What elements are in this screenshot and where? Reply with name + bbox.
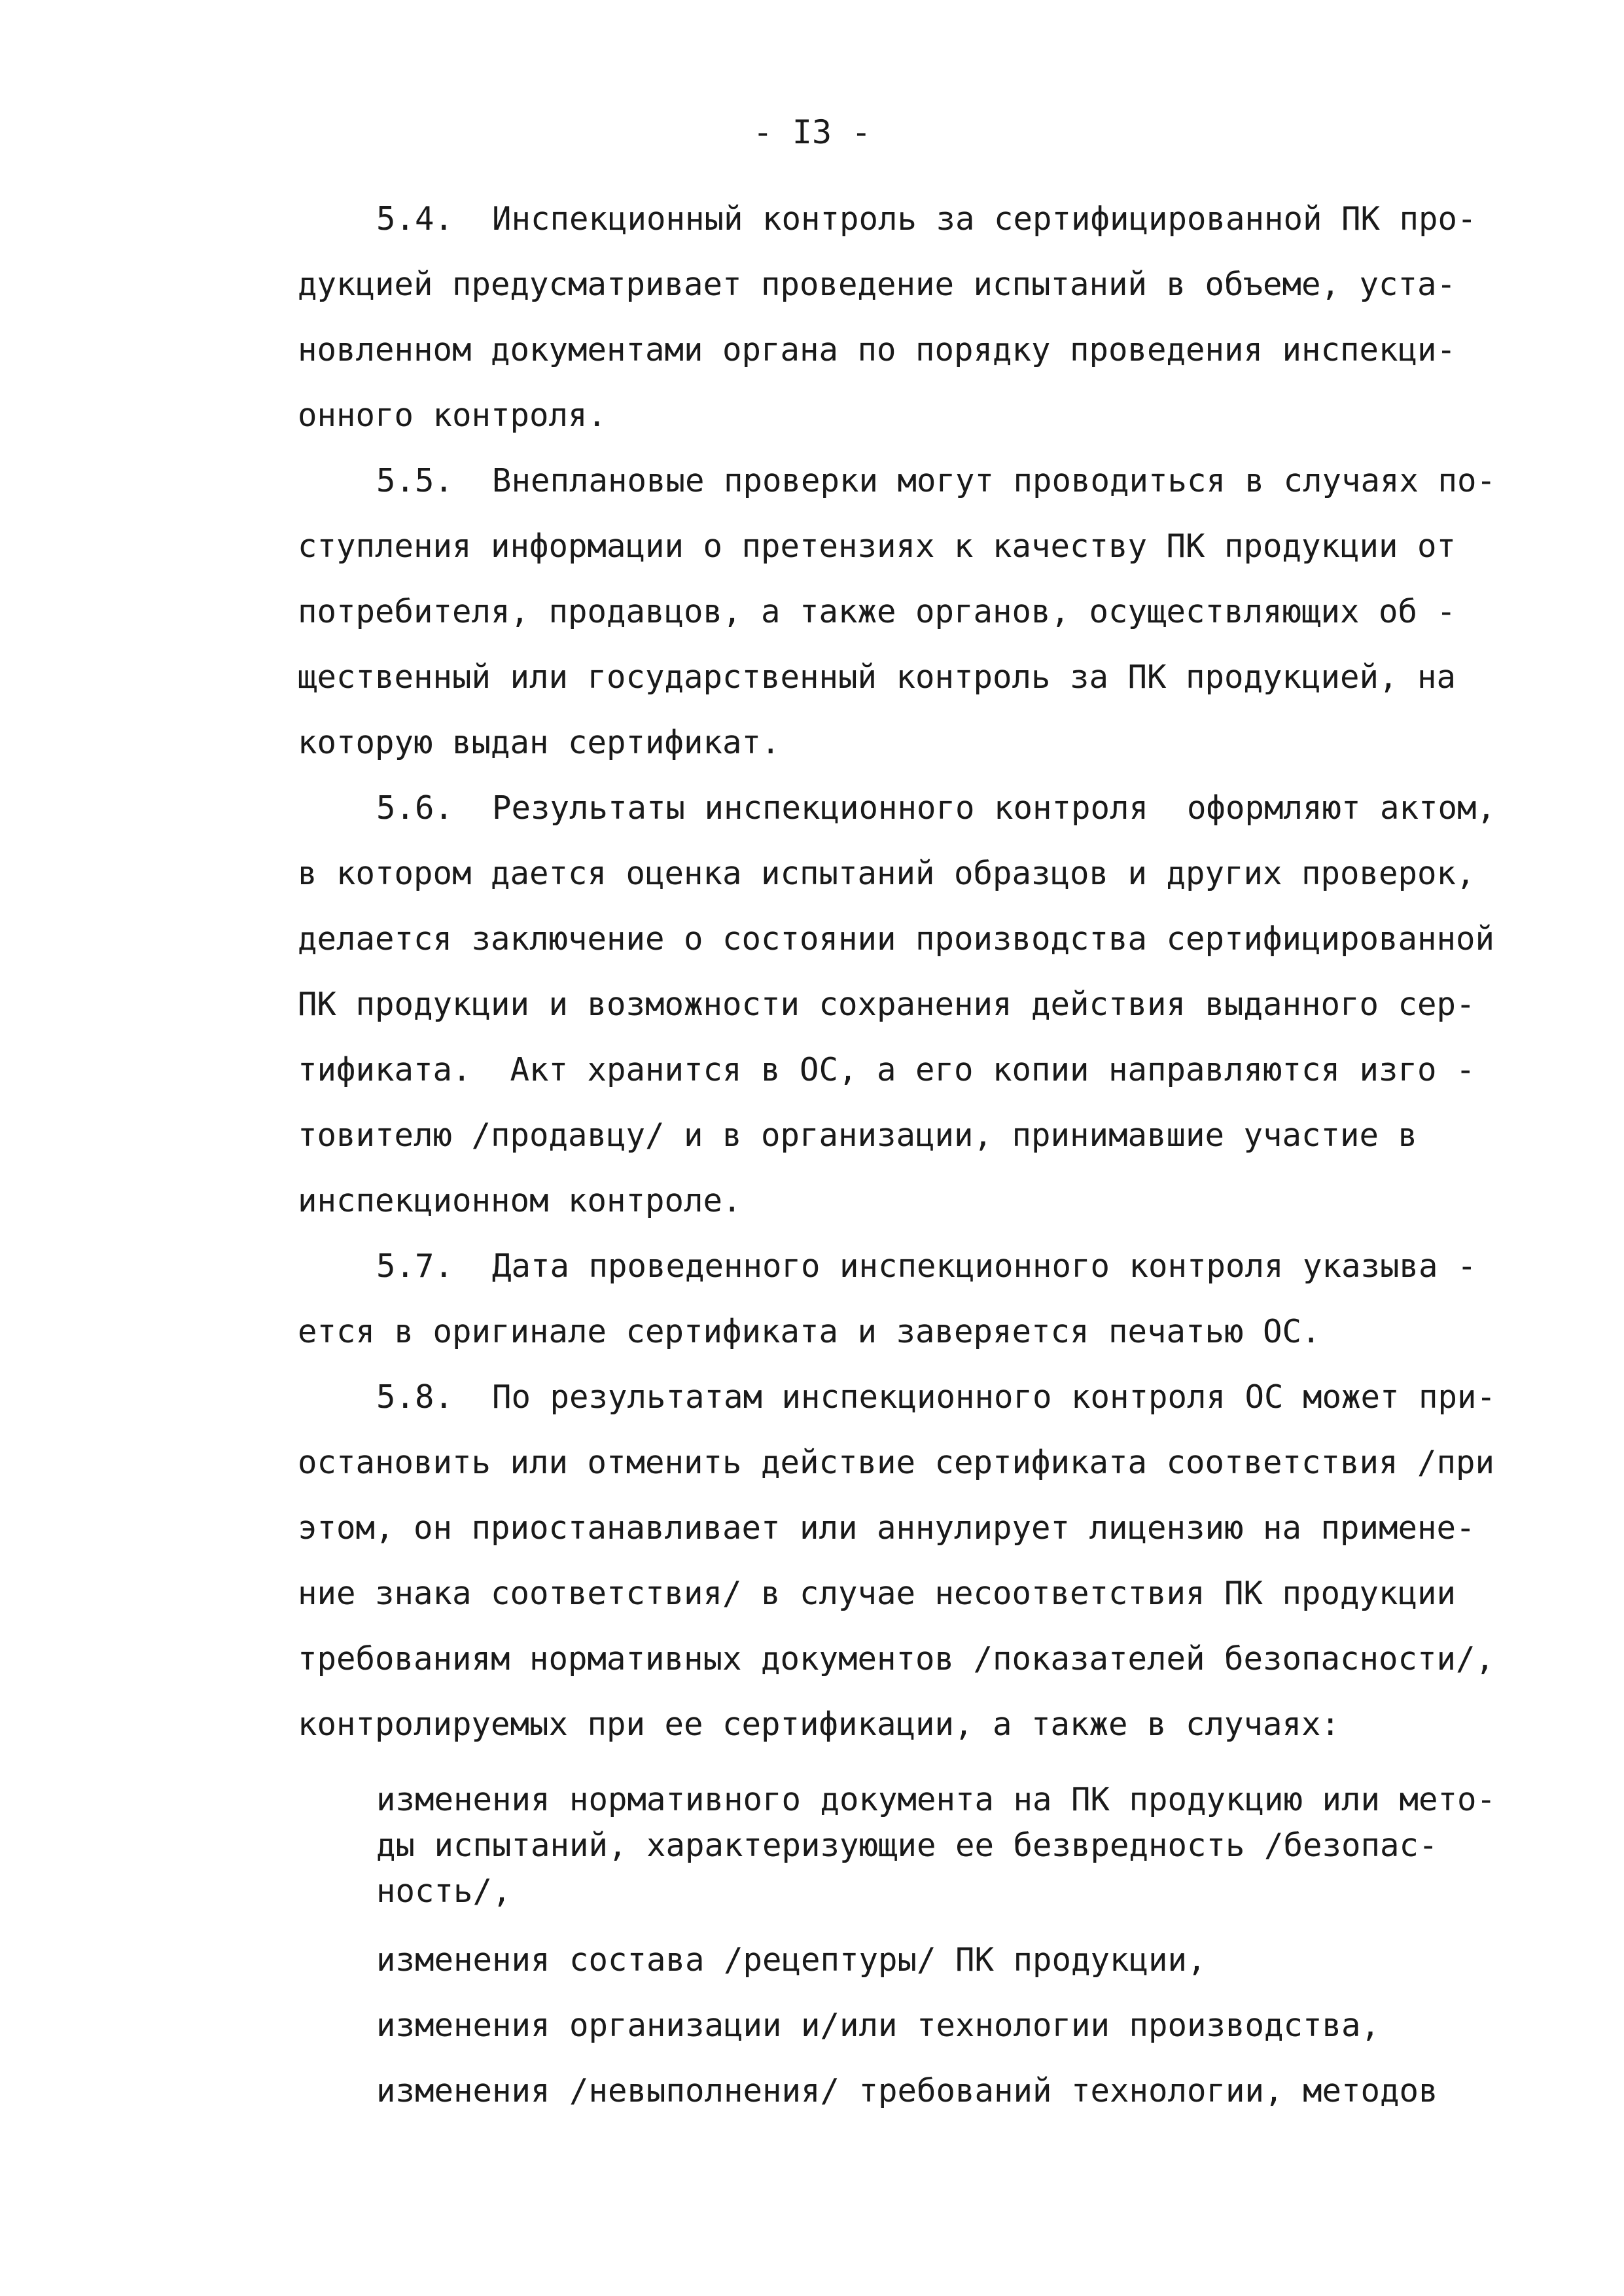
text-line: требованиям нормативных документов /показателей безопасности/, xyxy=(298,1640,1495,1677)
text-line: ПК продукции и возможности сохранения действия выданного сер- xyxy=(298,986,1475,1023)
text-line: тификата. Акт хранится в ОС, а его копии направляются изго - xyxy=(298,1051,1475,1088)
text-line: 5.6. Результаты инспекционного контроля оформляют актом, xyxy=(376,789,1496,827)
text-line: изменения организации и/или технологии производства, xyxy=(376,2007,1381,2044)
text-line: 5.4. Инспекционный контроль за сертифицированной ПК про- xyxy=(376,200,1477,238)
text-line: ется в оригинале сертификата и заверяется печатью ОС. xyxy=(298,1313,1321,1350)
text-line: ность/, xyxy=(376,1873,512,1910)
page-number: - I3 - xyxy=(752,113,872,151)
text-line: контролируемых при ее сертификации, а также в случаях: xyxy=(298,1706,1341,1743)
text-line: этом, он приостанавливает или аннулирует лицензию на примене- xyxy=(298,1509,1475,1547)
text-line: потребителя, продавцов, а также органов, осуществляющих об - xyxy=(298,593,1456,630)
text-line: изменения состава /рецептуры/ ПК продукции, xyxy=(376,1941,1207,1979)
text-line: ступления информации о претензиях к качеству ПК продукции от xyxy=(298,528,1456,565)
text-line: делается заключение о состоянии производства сертифицированной xyxy=(298,920,1495,958)
text-line: которую выдан сертификат. xyxy=(298,724,781,761)
text-line: инспекционном контроле. xyxy=(298,1182,742,1219)
text-line: 5.8. По результатам инспекционного контроля ОС может при- xyxy=(376,1378,1496,1416)
text-line: остановить или отменить действие сертификата соответствия /при xyxy=(298,1444,1495,1481)
text-line: дукцией предусматривает проведение испытаний в объеме, уста- xyxy=(298,266,1456,303)
text-line: 5.5. Внеплановые проверки могут проводиться в случаях по- xyxy=(376,462,1496,499)
text-line: товителю /продавцу/ и в организации, принимавшие участие в xyxy=(298,1117,1418,1154)
text-line: в котором дается оценка испытаний образцов и других проверок, xyxy=(298,855,1475,892)
text-line: новленном документами органа по порядку проведения инспекци- xyxy=(298,331,1456,368)
text-line: ды испытаний, характеризующие ее безвредность /безопас- xyxy=(376,1827,1438,1864)
text-line: изменения /невыполнения/ требований технологии, методов xyxy=(376,2072,1438,2109)
text-line: щественный или государственный контроль за ПК продукцией, на xyxy=(298,658,1456,696)
text-line: ние знака соответствия/ в случае несоответствия ПК продукции xyxy=(298,1575,1456,1612)
text-line: 5.7. Дата проведенного инспекционного контроля указыва - xyxy=(376,1247,1477,1285)
text-line: изменения нормативного документа на ПК продукцию или мето- xyxy=(376,1781,1496,1818)
text-line: онного контроля. xyxy=(298,397,607,434)
